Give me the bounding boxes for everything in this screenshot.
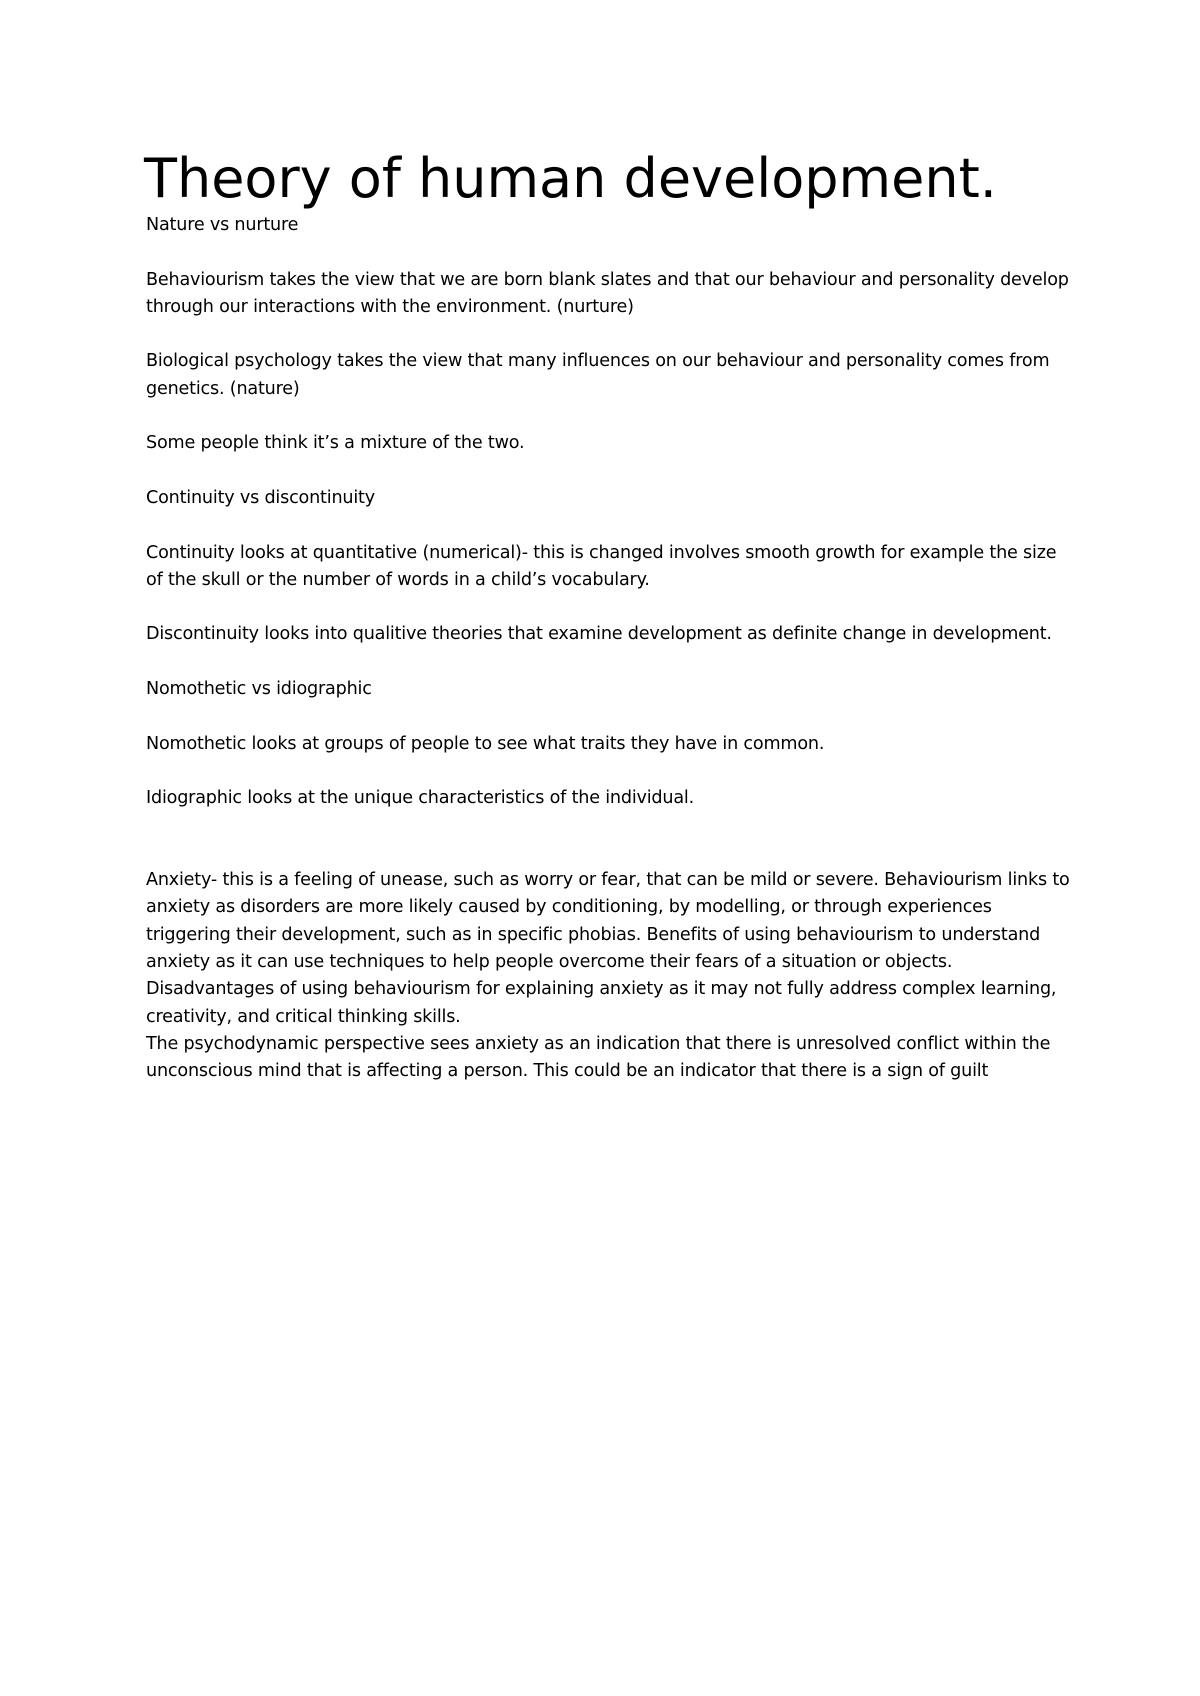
document-body xyxy=(146,146,1076,1086)
paragraph-mixture: Some people think it’s a mixture of the two. xyxy=(146,433,525,454)
document-title: Theory of human development. xyxy=(144,147,997,210)
blank-line xyxy=(146,840,1076,867)
paragraph-discontinuity: Discontinuity looks into qualitive theories that examine development as definite change in development. xyxy=(146,624,1052,645)
paragraph-psychodynamic: The psychodynamic perspective sees anxiety as an indication that there is unresolved conflict within the unconscious mind that is affecting a person. This could be an indicator that there is a sign of guilt xyxy=(146,1033,1051,1082)
paragraph-disadvantages: Disadvantages of using behaviourism for explaining anxiety as it may not fully address complex learning, creativity, and critical thinking skills. xyxy=(146,979,1057,1027)
paragraph-nature-vs-nurture-heading: Nature vs nurture xyxy=(146,215,299,235)
paragraph-anxiety: Anxiety- this is a feeling of unease, such as worry or fear, that can be mild or severe. Behaviourism links to anxiety as disorders are more likely caused by conditioning, by modelling, or through experiences triggering their development, such as in specific phobias. Benefits of using behaviourism to understand anxiety as it can use techniques to help people overcome their fears of a situation or objects. xyxy=(146,870,1070,973)
paragraph-continuity: Continuity looks at quantitative (numerical)- this is changed involves smooth growth for example the size of the skull or the number of words in a child’s vocabulary. xyxy=(146,542,1057,590)
paragraph-nomothetic: Nomothetic looks at groups of people to see what traits they have in common. xyxy=(146,733,825,754)
paragraph-behaviourism: Behaviourism takes the view that we are born blank slates and that our behaviour and personality develop through our interactions with the environment. (nurture) xyxy=(146,269,1069,317)
paragraph-nomothetic-heading: Nomothetic vs idiographic xyxy=(146,679,372,700)
paragraph-continuity-heading: Continuity vs discontinuity xyxy=(146,487,375,508)
paragraph-idiographic: Idiographic looks at the unique characteristics of the individual. xyxy=(146,788,695,809)
paragraph-biological-psychology: Biological psychology takes the view that many influences on our behaviour and personality comes from genetics. (nature) xyxy=(146,351,1050,399)
